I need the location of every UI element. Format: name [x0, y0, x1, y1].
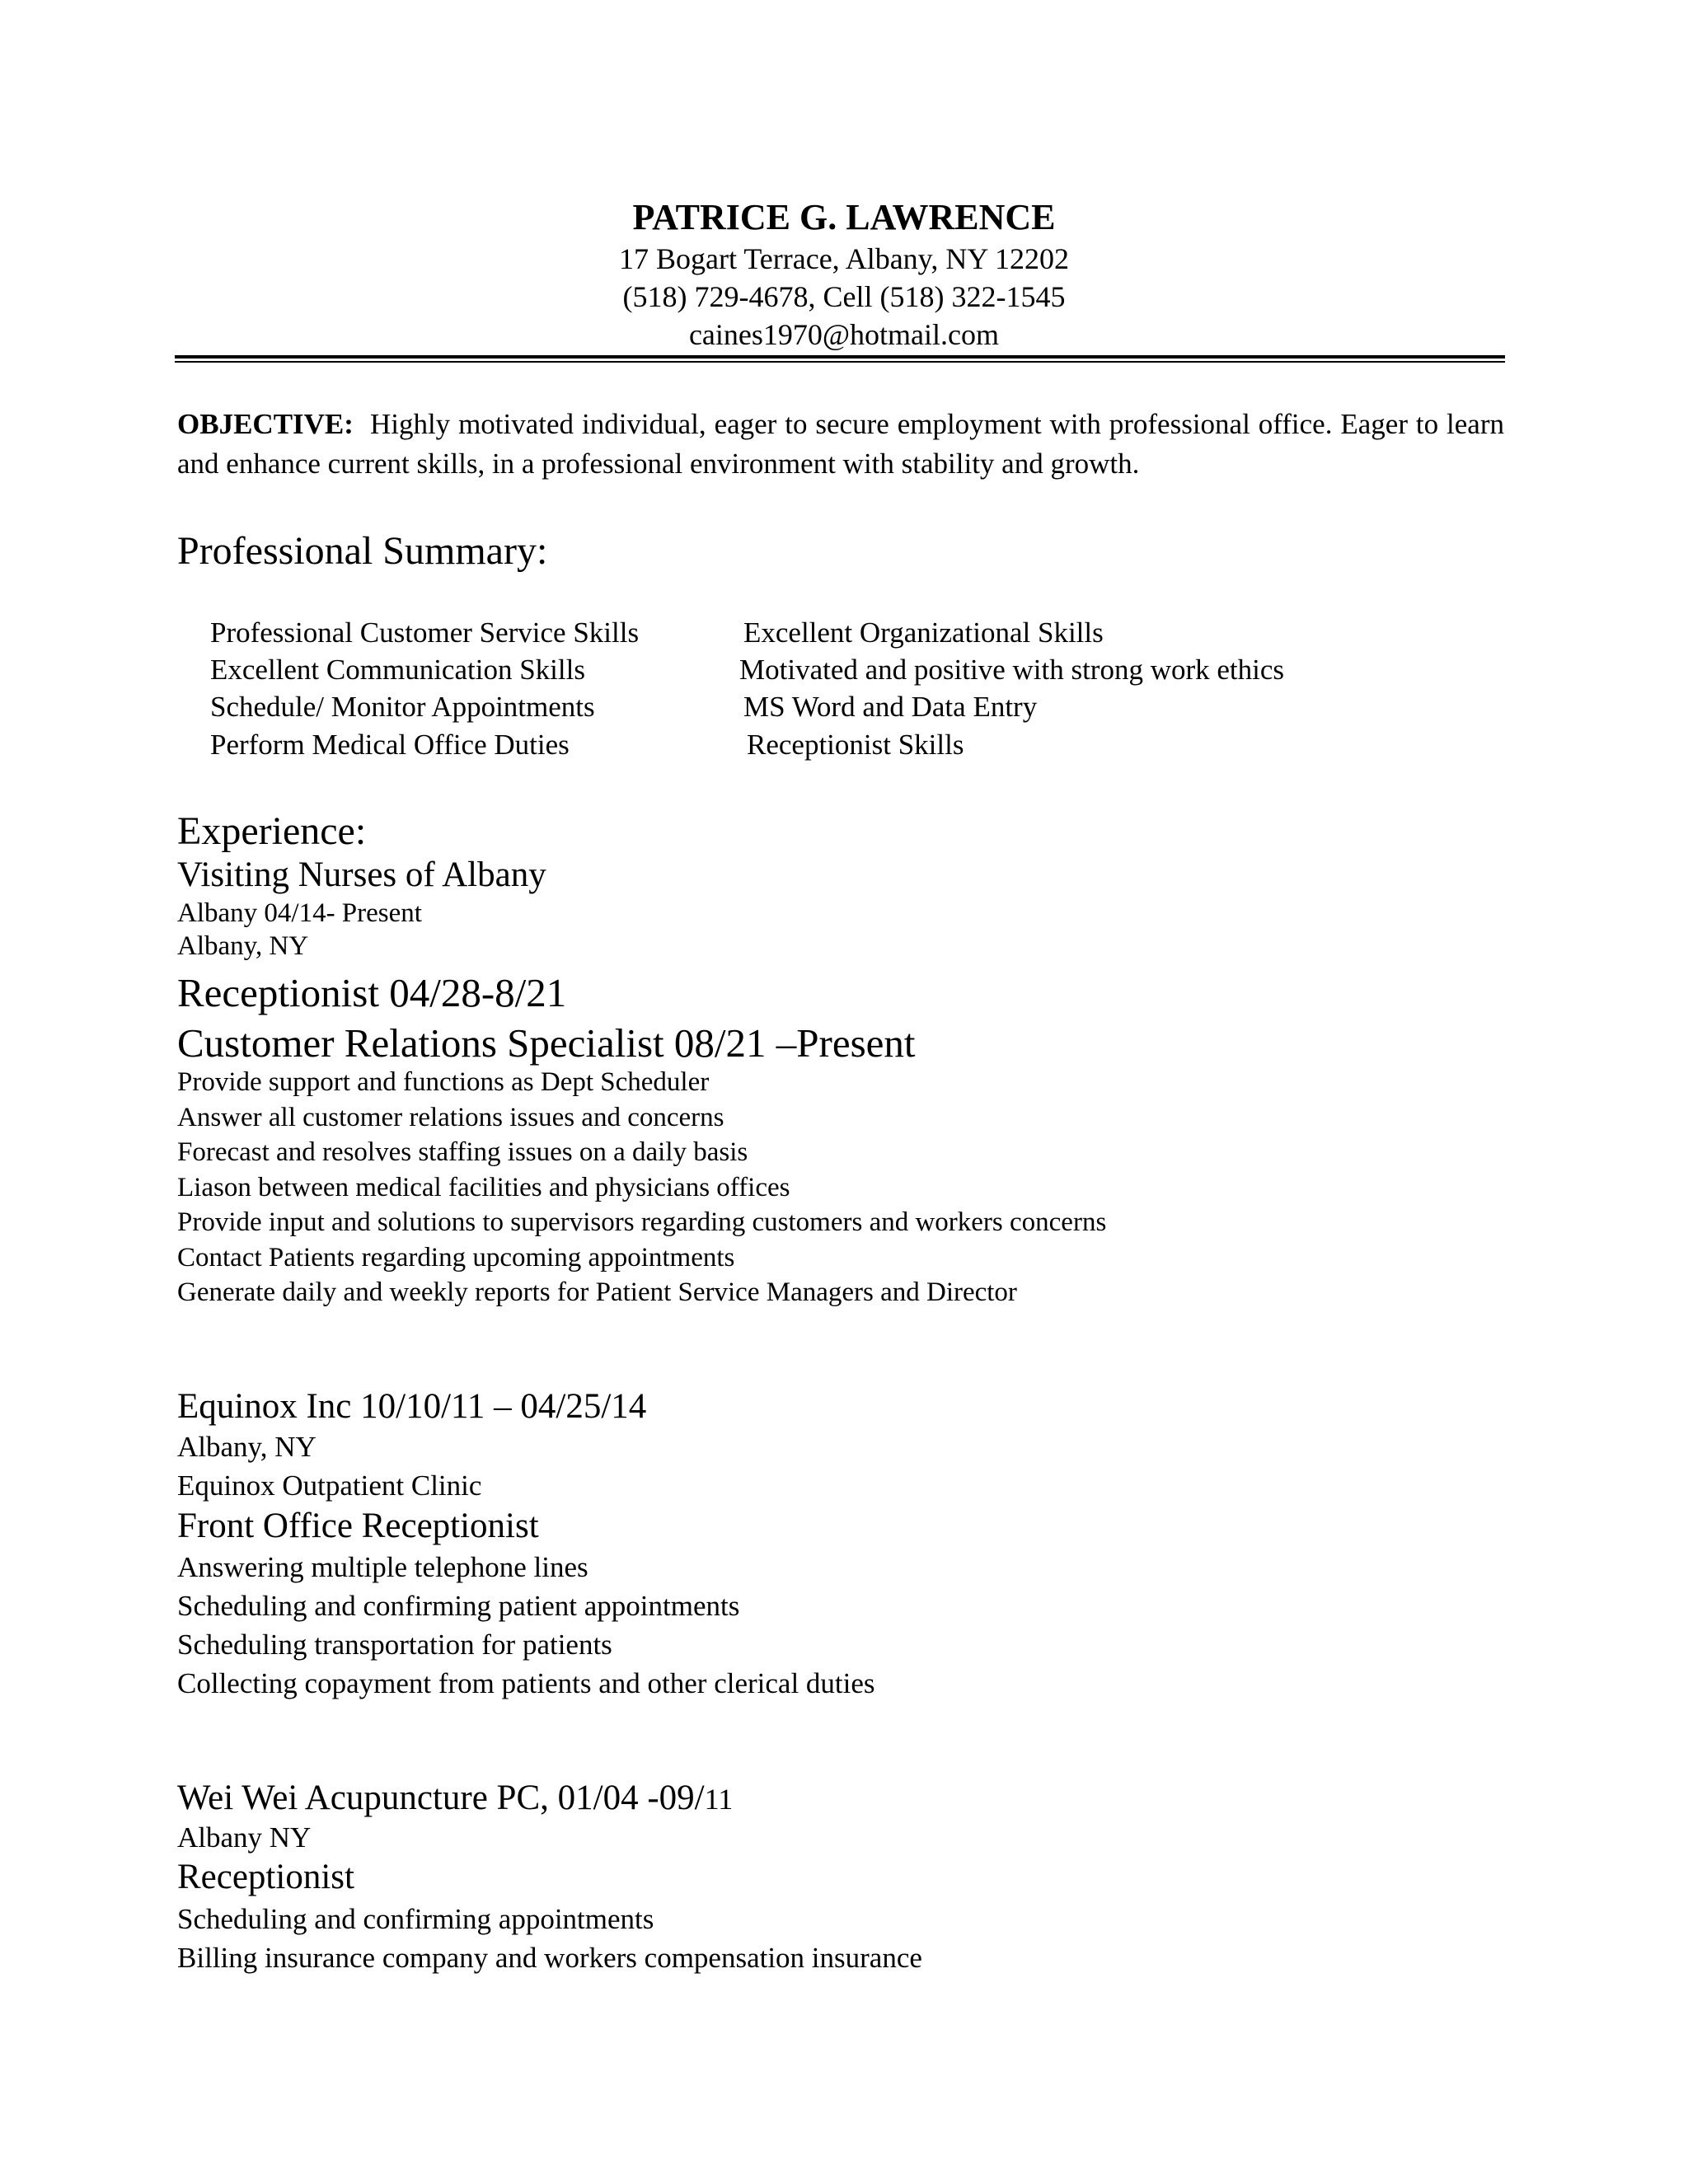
- job-title: Receptionist 04/28-8/21: [177, 970, 567, 1015]
- summary-heading: Professional Summary:: [177, 529, 548, 573]
- job-title: Customer Relations Specialist 08/21 –Present: [177, 1020, 916, 1066]
- summary-skill: Motivated and positive with strong work ethics: [739, 654, 1285, 686]
- email: caines1970@hotmail.com: [688, 318, 1000, 351]
- job-clinic: Equinox Outpatient Clinic: [177, 1469, 482, 1502]
- job-duty: Collecting copayment from patients and other clerical duties: [177, 1667, 875, 1699]
- summary-skill: MS Word and Data Entry: [743, 691, 1038, 723]
- summary-skill: Excellent Communication Skills: [210, 654, 585, 686]
- job-location: Albany, NY: [177, 931, 309, 961]
- job-duty: Answering multiple telephone lines: [177, 1551, 588, 1583]
- job-duty: Provide support and functions as Dept Scheduler: [177, 1067, 710, 1097]
- job-duty: Scheduling and confirming appointments: [177, 1903, 654, 1935]
- job-location: Albany NY: [177, 1821, 312, 1854]
- employer-name: [177, 1780, 733, 1816]
- job-duty: Scheduling transportation for patients: [177, 1629, 612, 1661]
- job-location: Albany, NY: [177, 1431, 316, 1463]
- job-duty: Forecast and resolves staffing issues on a daily basis: [177, 1137, 748, 1167]
- summary-skill: Receptionist Skills: [747, 729, 964, 761]
- job-title: Receptionist: [177, 1858, 354, 1896]
- summary-skill: Perform Medical Office Duties: [210, 729, 570, 761]
- job-duty: Scheduling and confirming patient appointments: [177, 1590, 740, 1622]
- job-title: Front Office Receptionist: [177, 1507, 539, 1545]
- job-duty: Billing insurance company and workers compensation insurance: [177, 1942, 922, 1974]
- employer-name: Equinox Inc 10/10/11 – 04/25/14: [177, 1387, 647, 1426]
- employer-name-text: Wei Wei Acupuncture PC, 01/04 -09/: [177, 1779, 705, 1817]
- summary-skill: Professional Customer Service Skills: [210, 616, 640, 649]
- phone-numbers: (518) 729-4678, Cell (518) 322-1545: [622, 280, 1066, 313]
- job-duty: Liason between medical facilities and physicians offices: [177, 1173, 790, 1202]
- job-duty: Contact Patients regarding upcoming appointments: [177, 1243, 735, 1272]
- header-rule-thick: [175, 355, 1505, 359]
- header-rule-thin: [175, 361, 1505, 363]
- objective-text: Highly motivated individual, eager to secure employment with professional office. Eager to learn and enhance current skills, in a professional environment with stability and growth.: [177, 408, 1504, 480]
- candidate-name: PATRICE G. LAWRENCE: [632, 197, 1056, 237]
- summary-skill: Schedule/ Monitor Appointments: [210, 691, 595, 723]
- address: 17 Bogart Terrace, Albany, NY 12202: [618, 242, 1069, 275]
- objective-paragraph: [177, 405, 1504, 484]
- job-duty: Answer all customer relations issues and concerns: [177, 1103, 724, 1132]
- employer-date-suffix: 11: [704, 1783, 734, 1816]
- job-duty: Generate daily and weekly reports for Patient Service Managers and Director: [177, 1277, 1017, 1307]
- job-dates: Albany 04/14- Present: [177, 898, 422, 928]
- job-duty: Provide input and solutions to supervisors regarding customers and workers concerns: [177, 1207, 1107, 1237]
- employer-name: Visiting Nurses of Albany: [177, 855, 546, 894]
- objective-label: OBJECTIVE:: [177, 408, 354, 440]
- summary-skill: Excellent Organizational Skills: [743, 616, 1104, 649]
- experience-heading: Experience:: [177, 809, 367, 853]
